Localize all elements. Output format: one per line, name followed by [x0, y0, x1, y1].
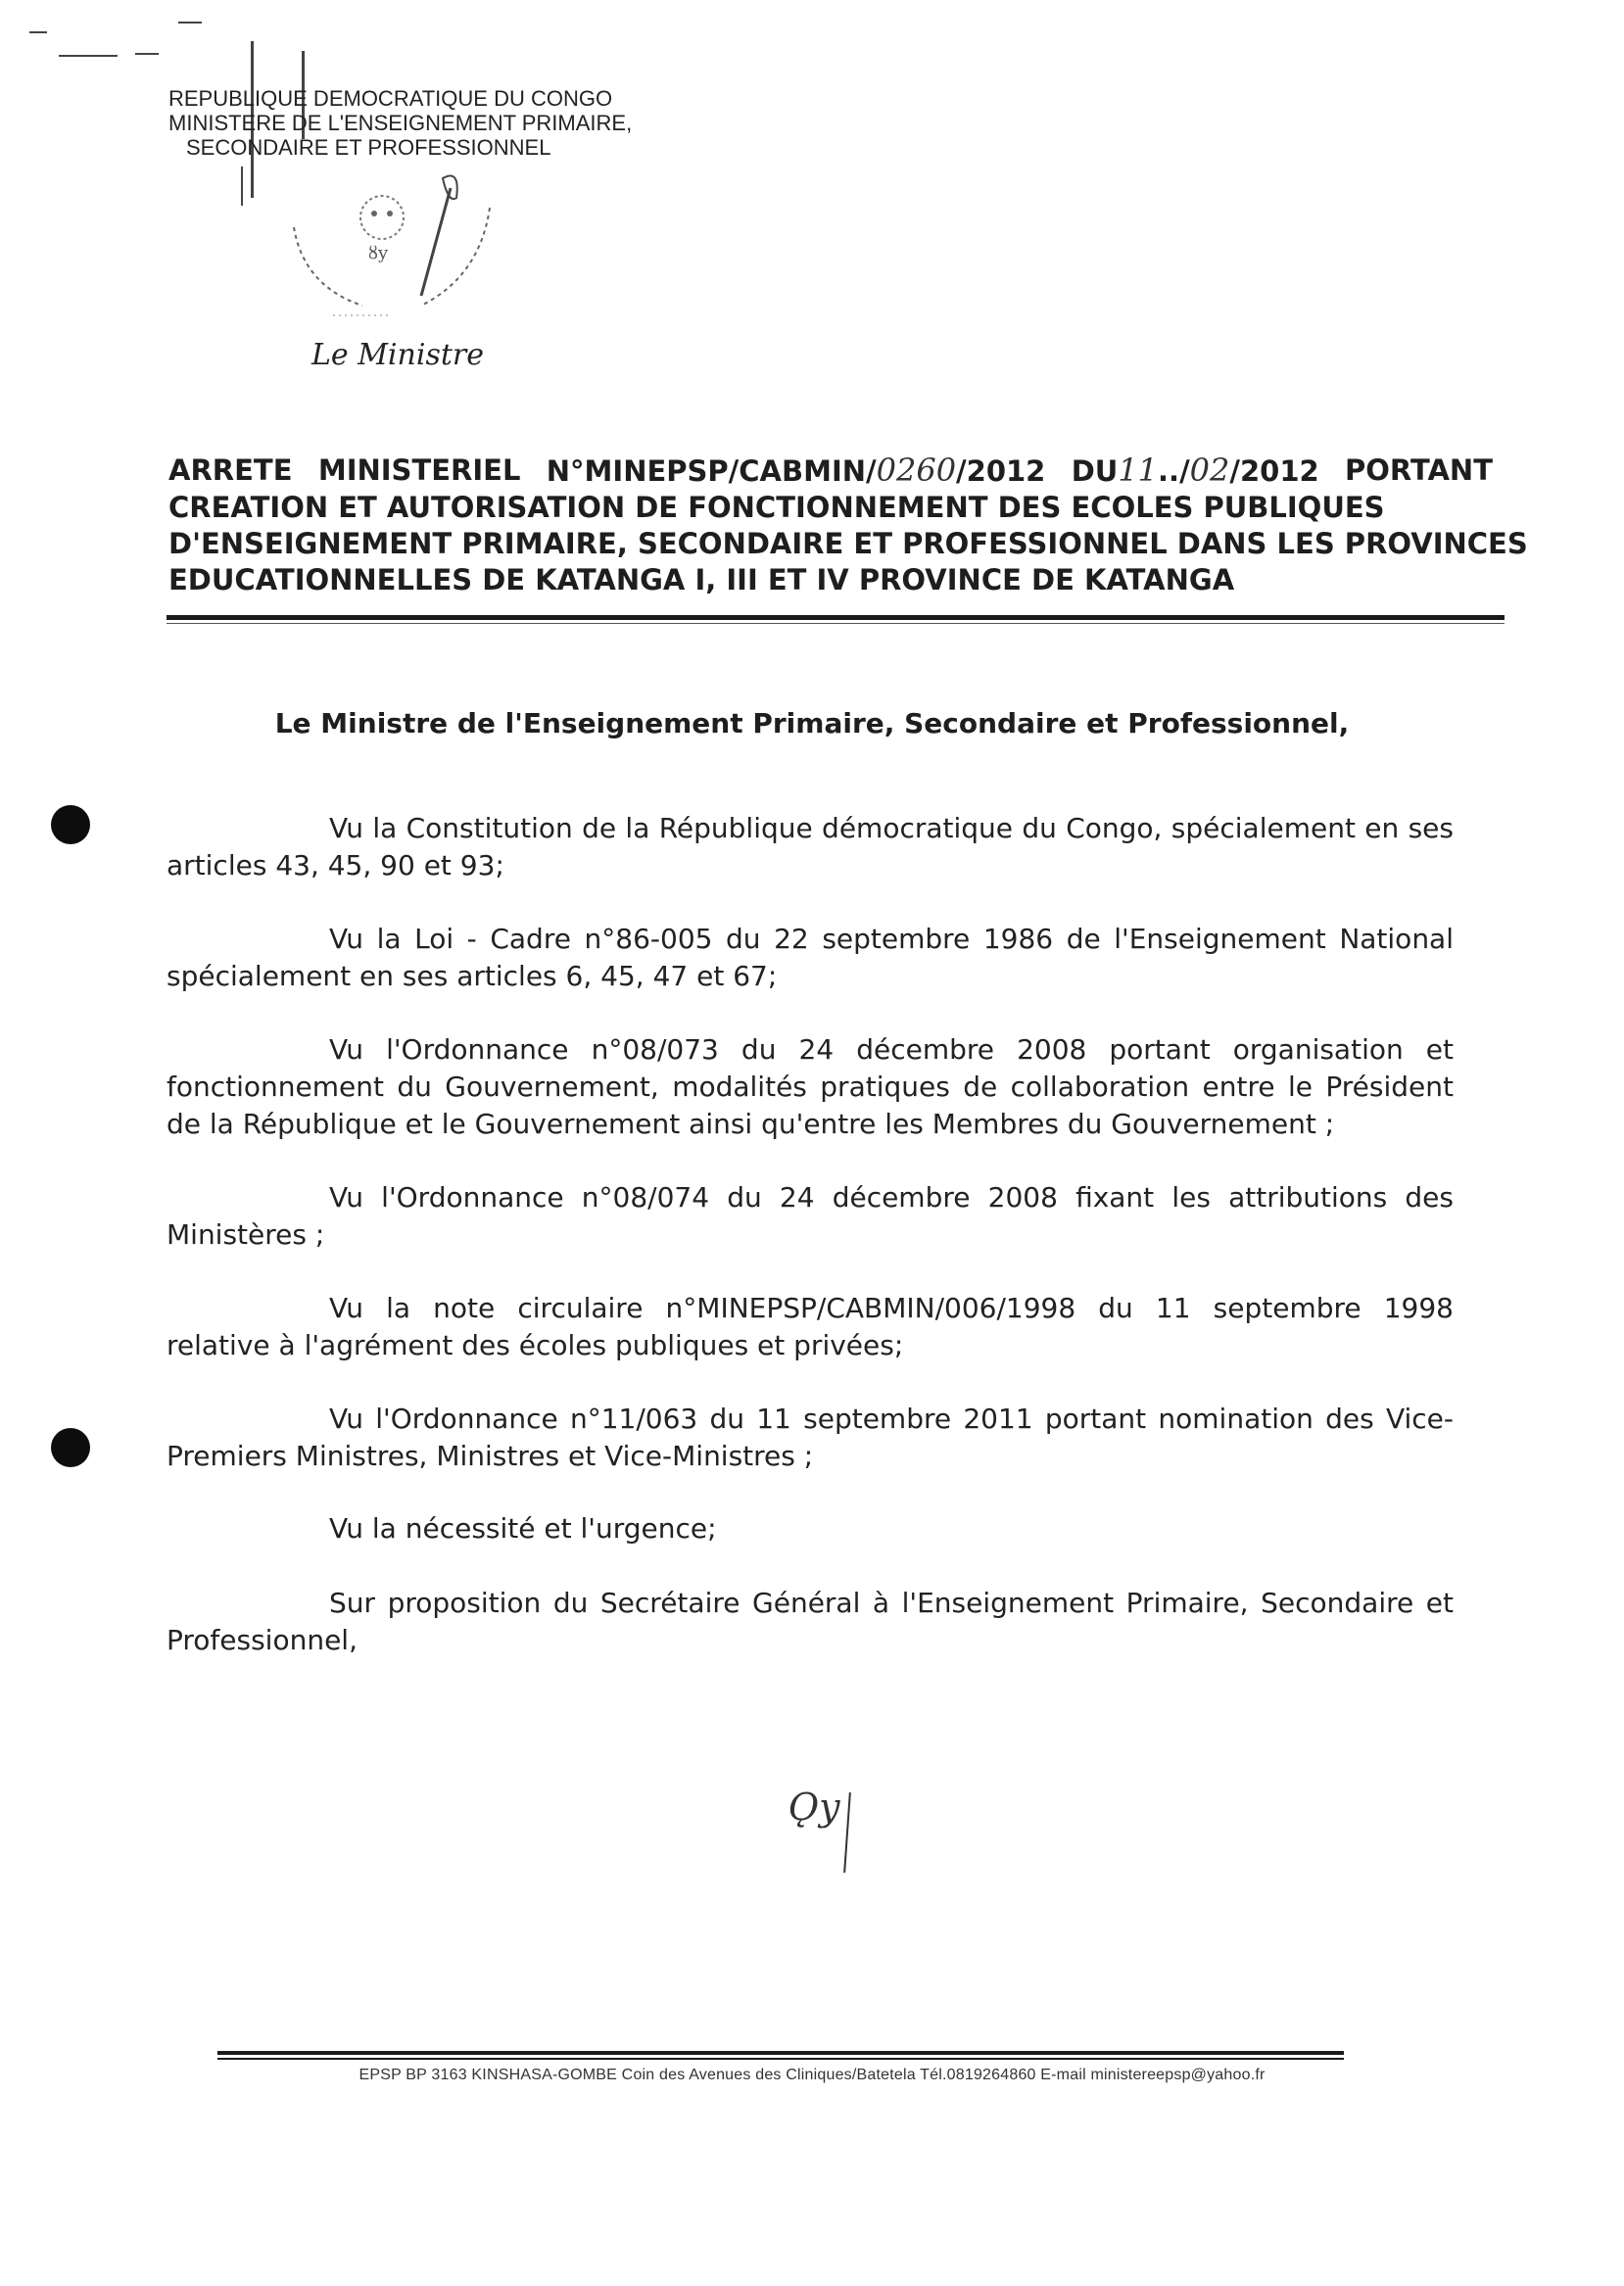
- minister-heading: Le Ministre de l'Enseignement Primaire, Secondaire et Professionnel,: [274, 707, 1350, 739]
- decree-word: PORTANT: [1345, 453, 1493, 487]
- scan-mark: [241, 167, 243, 206]
- handwritten-initials: Ǫy: [788, 1786, 840, 1829]
- decree-word: ARRETE: [168, 453, 293, 487]
- handwritten-number: 0260: [876, 452, 957, 489]
- scan-mark: [135, 53, 159, 55]
- header-block: [168, 86, 632, 160]
- handwritten-day: 11: [1118, 452, 1159, 489]
- header-ministry: MINISTERE DE L'ENSEIGNEMENT PRIMAIRE,: [168, 111, 633, 135]
- decree-title-line-4: EDUCATIONNELLES DE KATANGA I, III ET IV PROVINCE DE KATANGA: [168, 563, 1235, 596]
- header-country: REPUBLIQUE DEMOCRATIQUE DU CONGO: [168, 86, 613, 111]
- consideration-constitution: Vu la Constitution de la République démocratique du Congo, spécialement en ses articles 43, 45, 90 et 93;: [167, 812, 1454, 881]
- leopard-emblem-icon: [274, 168, 509, 329]
- decree-number: N°MINEPSP/CABMIN/0260/2012: [546, 452, 1046, 489]
- decree-word: MINISTERIEL: [317, 453, 521, 487]
- title-underline: [167, 615, 1505, 620]
- footer-rule: [217, 2051, 1344, 2055]
- consideration-loi-cadre: Vu la Loi - Cadre n°86-005 du 22 septembre 1986 de l'Enseignement National spécialement en ses articles 6, 45, 47 et 67;: [167, 923, 1454, 992]
- scan-mark: [59, 55, 118, 57]
- scan-mark: [178, 22, 202, 24]
- consideration-urgence: Vu la nécessité et l'urgence;: [329, 1512, 717, 1545]
- header-ministry-cont: SECONDAIRE ET PROFESSIONNEL: [186, 135, 551, 160]
- title-underline-thin: [167, 623, 1505, 624]
- consideration-ordonnance-11-063: Vu l'Ordonnance n°11/063 du 11 septembre 2011 portant nomination des Vice-Premiers Ministres, Ministres et Vice-Ministres ;: [167, 1403, 1454, 1472]
- punch-hole: [51, 805, 90, 844]
- footer-rule-thin: [217, 2058, 1344, 2060]
- consideration-ordonnance-08-073: Vu l'Ordonnance n°08/073 du 24 décembre 2008 portant organisation et fonctionnement du Gouvernement, modalités pratiques de collaboration entre le Président de la République et le Gouvernement ainsi qu'entre les Membres du Gouvernement ;: [167, 1033, 1454, 1140]
- decree-title-line-1: [168, 452, 1493, 490]
- decree-title-line-2: CREATION ET AUTORISATION DE FONCTIONNEMENT DES ECOLES PUBLIQUES: [168, 491, 1385, 524]
- handwritten-month: 02: [1189, 452, 1230, 489]
- consideration-ordonnance-08-074: Vu l'Ordonnance n°08/074 du 24 décembre 2008 fixant les attributions des Ministères ;: [167, 1181, 1454, 1251]
- svg-text:ȣy: ȣy: [368, 243, 389, 263]
- consideration-note-circulaire: Vu la note circulaire n°MINEPSP/CABMIN/006/1998 du 11 septembre 1998 relative à l'agrément des écoles publiques et privées;: [167, 1292, 1454, 1361]
- minister-title: Le Ministre: [311, 338, 484, 372]
- footer-address: EPSP BP 3163 KINSHASA-GOMBE Coin des Avenues des Cliniques/Batetela Tél.0819264860 E-mail ministereepsp@yahoo.fr: [358, 2067, 1266, 2083]
- scan-mark: [29, 31, 47, 33]
- punch-hole: [51, 1428, 90, 1467]
- decree-title: [168, 452, 1528, 598]
- decree-title-line-3: D'ENSEIGNEMENT PRIMAIRE, SECONDAIRE ET PROFESSIONNEL DANS LES PROVINCES: [168, 527, 1528, 560]
- decree-date: DU11../02/2012: [1071, 452, 1319, 489]
- consideration-proposition: Sur proposition du Secrétaire Général à l'Enseignement Primaire, Secondaire et Professionnel,: [167, 1587, 1454, 1656]
- initials-stroke: [843, 1792, 851, 1873]
